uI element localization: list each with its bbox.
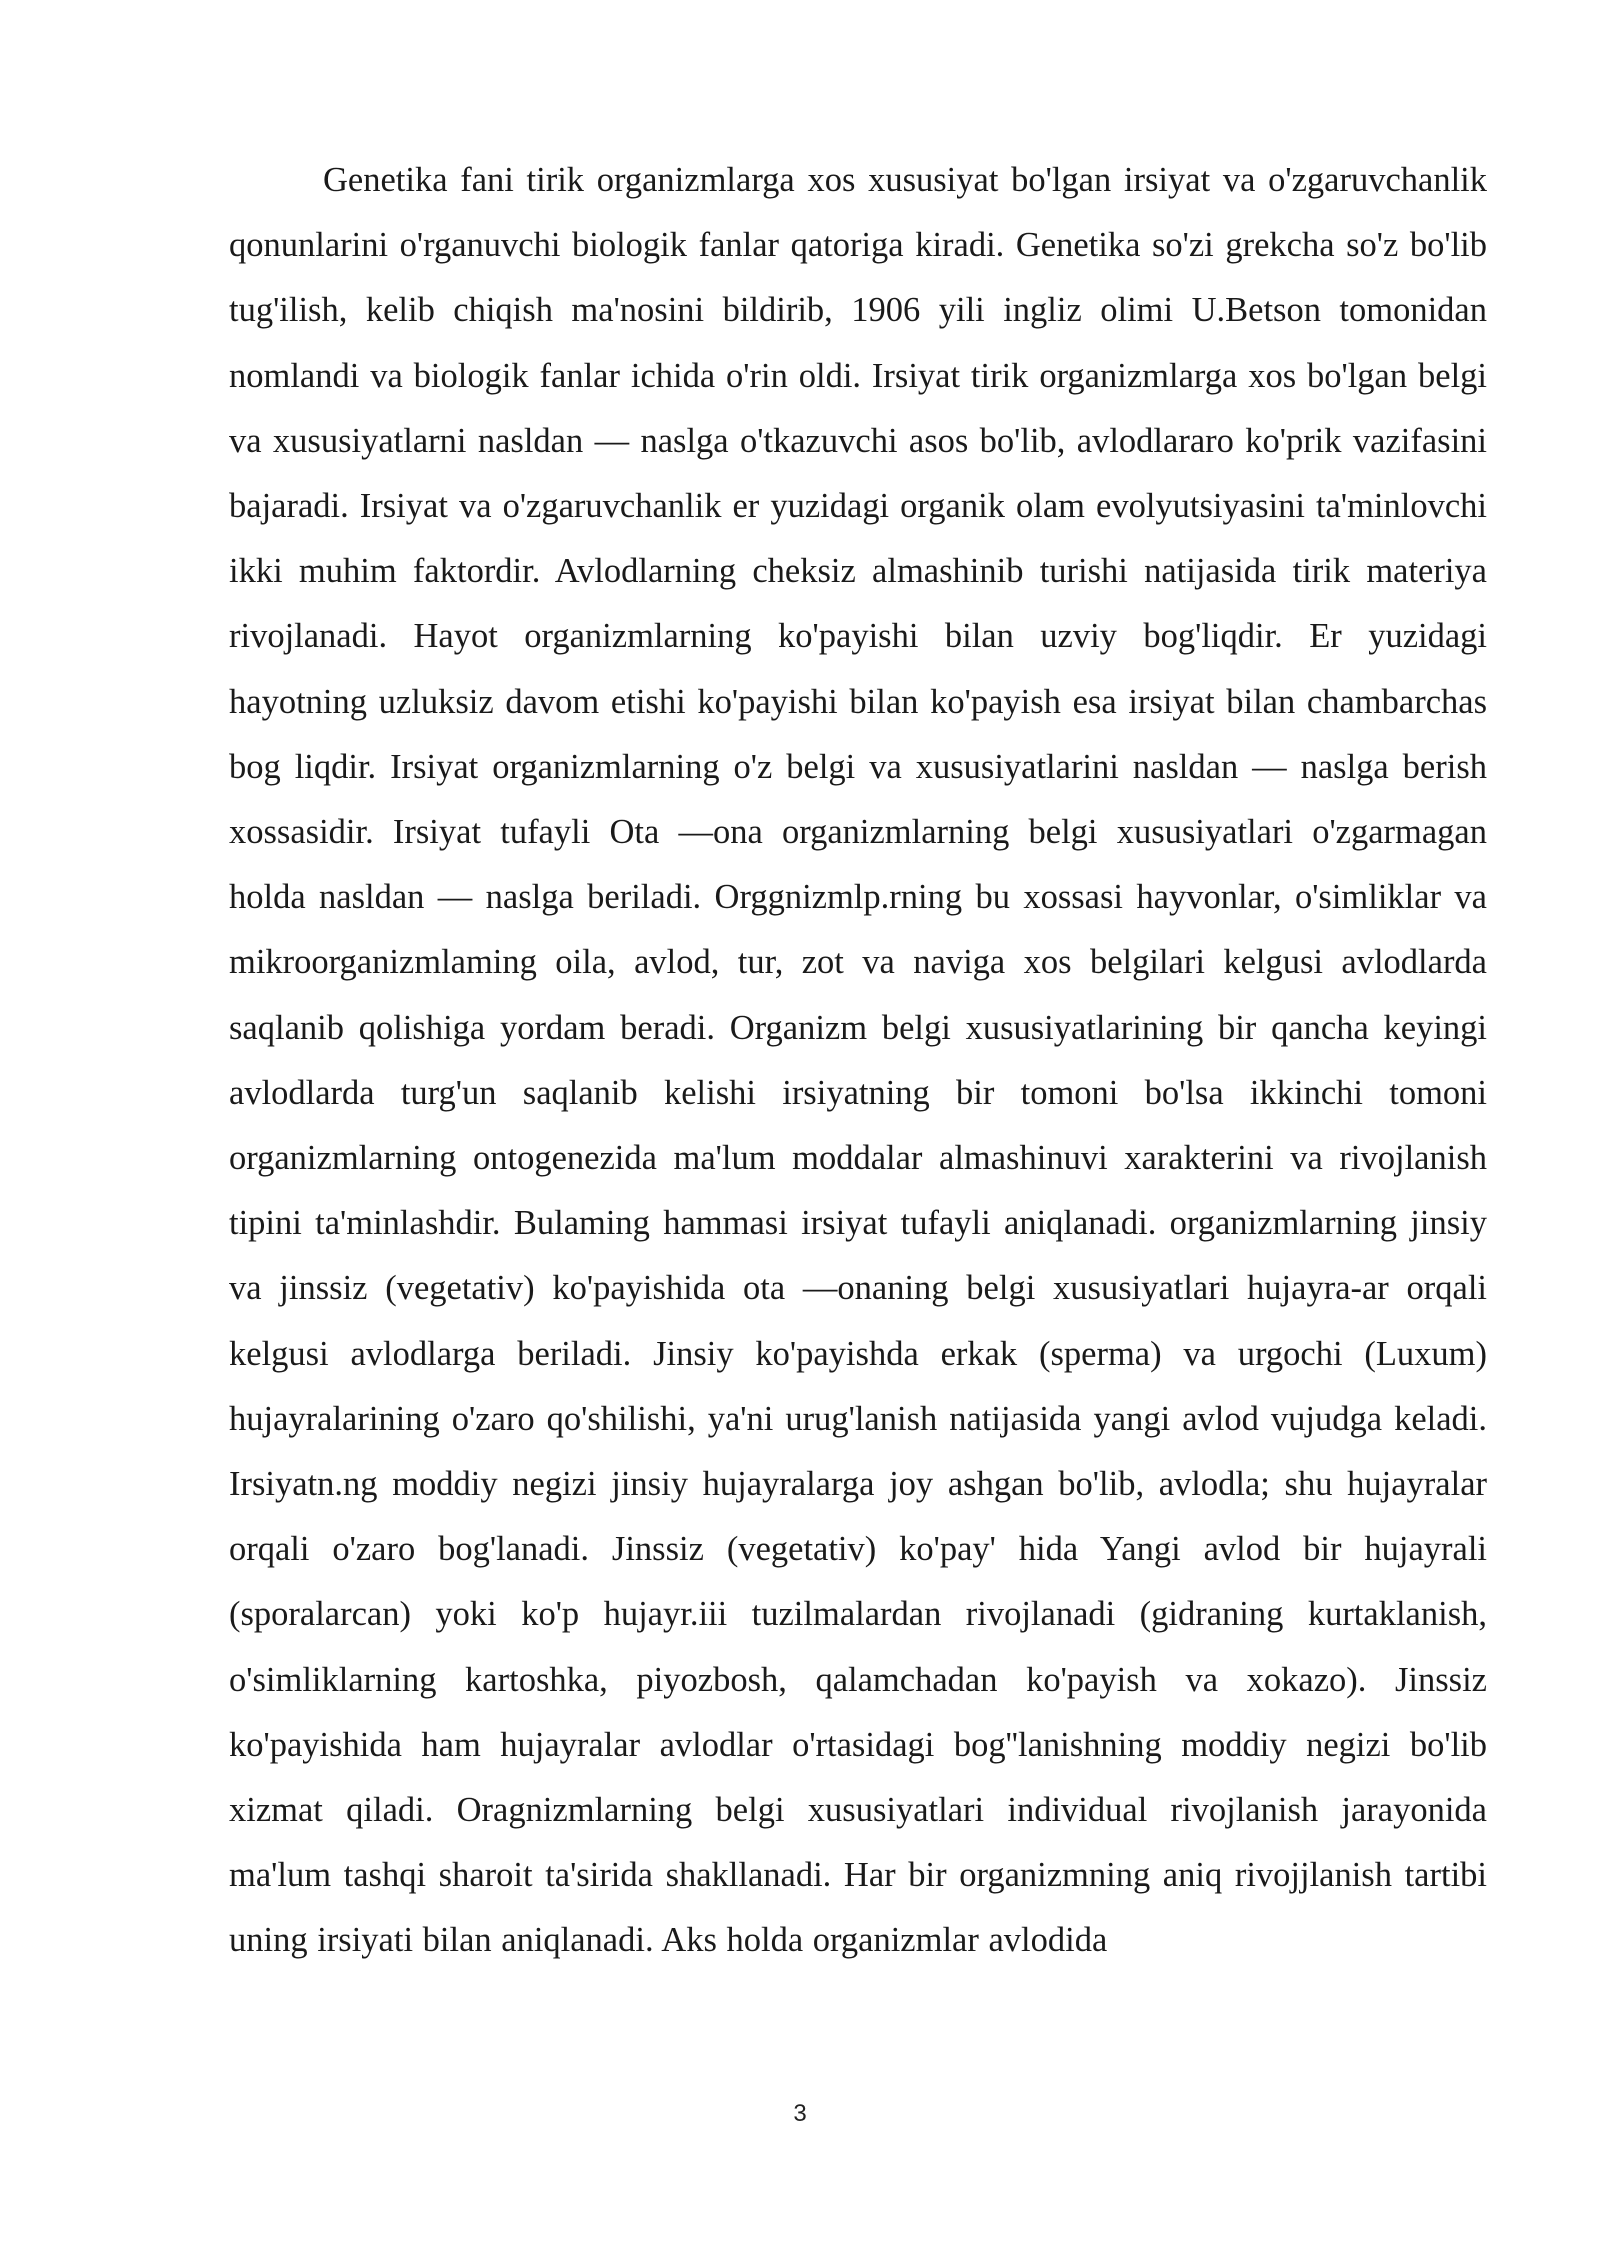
body-paragraph: Genetika fani tirik organizmlarga xos xususiyat bo'lgan irsiyat va o'zgaruvchanlik qonunlarini o'rganuvchi biologik fanlar qatoriga kiradi. Genetika so'zi grekcha so'z bo'lib tug'ilish, kelib chiqish ma'nosini bildirib, 1906 yili ingliz olimi U.Betson tomonidan nomlandi va biologik fanlar ichida o'rin oldi. Irsiyat tirik organizmlarga xos bo'lgan belgi va xususiyatlarni nasldan — naslga o'tkazuvchi asos bo'lib, avlodlararo ko'prik vazifasini bajaradi. Irsiyat va o'zgaruvchanlik er yuzidagi organik olam evolyutsiyasini ta'minlovchi ikki muhim faktordir. Avlodlarning cheksiz almashinib turishi natijasida tirik materiya rivojlanadi. Hayot organizmlarning ko'payishi bilan uzviy bog'liqdir. Er yuzidagi hayotning uzluksiz davom etishi ko'payishi bilan ko'payish esa irsiyat bilan chambarchas bog liqdir. Irsiyat organizmlarning o'z belgi va xususiyatlarini nasldan — naslga berish xossasidir. Irsiyat tufayli Ota —ona organizmlarning belgi xususiyatlari o'zgarmagan holda nasldan — naslga beriladi. Orggnizmlp.rning bu xossasi hayvonlar, o'simliklar va mikroorganizmlaming oila, avlod, tur, zot va naviga xos belgilari kelgusi avlodlarda saqlanib qolishiga yordam beradi. Organizm belgi xususiyatlarining bir qancha keyingi avlodlarda turg'un saqlanib kelishi irsiyatning bir tomoni bo'lsa ikkinchi tomoni organizmlarning ontogenezida ma'lum moddalar almashinuvi xarakterini va rivojlanish tipini ta'minlashdir. Bulaming hammasi irsiyat tufayli aniqlanadi. organizmlarning jinsiy va jinssiz (vegetativ) ko'payishida ota —onaning belgi xususiyatlari hujayra-ar orqali kelgusi avlodlarga beriladi. Jinsiy ko'payishda erkak (sperma) va urgochi (Luxum) hujayralarining o'zaro qo'shilishi, ya'ni urug'lanish natijasida yangi avlod vujudga keladi. Irsiyatn.ng moddiy negizi jinsiy hujayralarga joy ashgan bo'lib, avlodla; shu hujayralar orqali o'zaro bog'lanadi. Jinssiz (vegetativ) ko'pay' hida Yangi avlod bir hujayrali (sporalarcan) yoki ko'p hujayr.iii tuzilmalardan rivojlanadi (gidraning kurtaklanish, o'simliklarning kartoshka, piyozbosh, qalamchadan ko'payish va xokazo). Jinssiz ko'payishida ham hujayralar avlodlar o'rtasidagi bog''lanishning moddiy negizi bo'lib xizmat qiladi. Oragnizmlarning belgi xususiyatlari individual rivojlanish jarayonida ma'lum tashqi sharoit ta'sirida shakllanadi. Har bir organizmning aniq rivojjlanish tartibi uning irsiyati bilan aniqlanadi. Aks holda organizmlar avlodida xyxy=(229,161,1487,1960)
page-number: 3 xyxy=(793,2100,807,2127)
